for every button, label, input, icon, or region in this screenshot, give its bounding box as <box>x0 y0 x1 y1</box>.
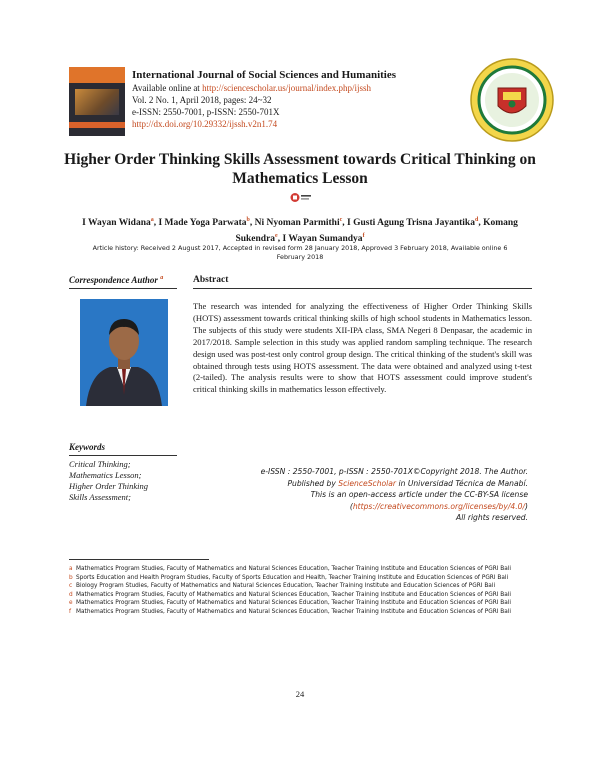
abstract-label: Abstract <box>193 275 229 285</box>
license-block <box>225 466 528 524</box>
author-affiliation-mark: b <box>246 217 250 223</box>
footnote-divider <box>69 559 209 560</box>
keyword-item: Critical Thinking; <box>69 459 131 469</box>
correspondence-author-label: Correspondence Author $^a$ <box>69 275 164 285</box>
author-separator: , <box>277 234 283 245</box>
footnote-item <box>69 591 536 600</box>
publisher-line: Published by ScienceScholar in Universidad Técnica de Manabí. <box>287 478 528 488</box>
footnote-item <box>69 608 536 617</box>
copyright-line: e-ISSN : 2550-7001, p-ISSN : 2550-701X©Copyright 2018. The Author. <box>260 467 528 476</box>
footnote-mark: c <box>69 583 73 589</box>
author-affiliation-mark: c <box>339 217 343 223</box>
keyword-item: Higher Order Thinking <box>69 481 149 491</box>
footnote-text: Mathematics Program Studies, Faculty of Mathematics and Natural Sciences Education, Teacher Training Institute and Education Sciences of PGRI Bali <box>76 600 512 606</box>
journal-url-link[interactable]: http://sciencescholar.us/journal/index.php/ijssh <box>202 83 372 93</box>
author-name: I Gusti Agung Trisna Jayantika <box>347 218 475 229</box>
footnote-item <box>69 582 536 591</box>
footnote-mark: e <box>69 600 73 606</box>
divider <box>193 288 532 289</box>
author-name: I Wayan Sumandya <box>282 234 363 245</box>
footnote-text: Biology Program Studies, Faculty of Mathematics and Natural Sciences Education, Teacher Training Institute and Education Sciences of PGRI Bali <box>76 583 496 589</box>
volume-info: Vol. 2 No. 1, April 2018, pages: 24~32 <box>132 95 272 105</box>
footnote-text: Mathematics Program Studies, Faculty of Mathematics and Natural Sciences Education, Teacher Training Institute and Education Sciences of PGRI Bali <box>76 591 512 598</box>
author-name: Ni Nyoman Parmithi <box>254 218 340 229</box>
keyword-item: Mathematics Lesson; <box>69 470 142 480</box>
footnote-item <box>69 574 536 583</box>
footnote-text: Mathematics Program Studies, Faculty of Mathematics and Natural Sciences Education, Teacher Training Institute and Education Sciences of PGRI Bali <box>76 566 512 572</box>
license-url-link[interactable]: https://creativecommons.org/licenses/by/4.0/ <box>352 501 526 511</box>
author-affiliation-mark: a <box>150 217 154 223</box>
journal-title: International Journal of Social Sciences and Humanities <box>132 69 397 81</box>
keywords-label: Keywords <box>69 442 105 452</box>
author-affiliation-mark: e <box>275 233 278 240</box>
abstract-text: The research was intended for analyzing the effectiveness of Higher Order Thinking Skills (HOTS) assessment towards critical thinking skills of high school students in Mathematics lesson. The subjects of this study were students XII-IPA class, SMA Negeri 8 Denpasar, the academic in 2017/2018. Sample selection in this study was applied random sampling technique. The research design used was post-test only control group design. The critical thinking of the student's skill was obtained through tests using HOTS assessment. The data were obtained and analyzed using t-test (2-tailed). The analysis results were to show that HOTS assessment could improve student's critical thinking skills in mathematics lesson effectively. <box>193 301 532 395</box>
doi-link[interactable]: http://dx.doi.org/10.29332/ijssh.v2n1.74 <box>132 119 278 129</box>
license-url-line: (https://creativecommons.org/licenses/by/4.0/) <box>349 501 528 511</box>
author-separator: , <box>249 218 255 229</box>
divider <box>69 288 177 289</box>
footnote-mark: b <box>69 574 73 581</box>
keyword-item: Skills Assessment; <box>69 492 131 502</box>
article-history: Article history: Received 2 August 2017, Accepted in revised form 28 January 2018, Approved 3 February 2018, Available online 6 February 2018 <box>92 244 508 261</box>
author-separator: , <box>153 218 159 229</box>
divider <box>69 455 177 456</box>
author-affiliation-mark: f <box>362 233 365 240</box>
footnote-item <box>69 599 536 608</box>
article-title: Higher Order Thinking Skills Assessment towards Critical Thinking on Mathematics Lesson <box>64 151 536 187</box>
publisher-link[interactable]: ScienceScholar <box>338 478 397 488</box>
footnote-mark: f <box>69 608 72 615</box>
author-separator: , <box>342 218 348 229</box>
author-separator: , <box>478 218 484 229</box>
available-online: Available online at http://sciencescholar.us/journal/index.php/ijssh <box>132 83 372 93</box>
author-list <box>60 214 540 246</box>
footnote-text: Sports Education and Health Program Studies, Faculty of Sports Education and Health, Teacher Training Institute and Education Sciences of PGRI Bali <box>76 574 509 581</box>
crossmark-icon[interactable] <box>290 191 312 204</box>
author-affiliation-mark: d <box>474 217 479 223</box>
journal-header <box>132 69 396 130</box>
license-line: This is an open-access article under the CC-BY-SA license <box>310 490 528 499</box>
issn-info: e-ISSN: 2550-7001, p-ISSN: 2550-701X <box>132 107 280 117</box>
footnote-mark: a <box>69 566 73 572</box>
footnote-text: Mathematics Program Studies, Faculty of Mathematics and Natural Sciences Education, Teacher Training Institute and Education Sciences of PGRI Bali <box>76 608 512 615</box>
page-number: 24 <box>295 689 305 699</box>
author-photo <box>80 299 168 406</box>
footnotes <box>69 565 536 616</box>
keywords-list <box>69 459 179 503</box>
footnote-item <box>69 565 536 574</box>
footnote-mark: d <box>69 591 73 598</box>
journal-cover-icon <box>69 67 125 136</box>
university-seal-icon <box>470 58 554 142</box>
author-name: Komang Sukendra <box>235 218 518 245</box>
author-name: I Wayan Widana <box>82 218 151 229</box>
author-name: I Made Yoga Parwata <box>158 218 247 229</box>
rights-line: All rights reserved. <box>456 513 528 522</box>
